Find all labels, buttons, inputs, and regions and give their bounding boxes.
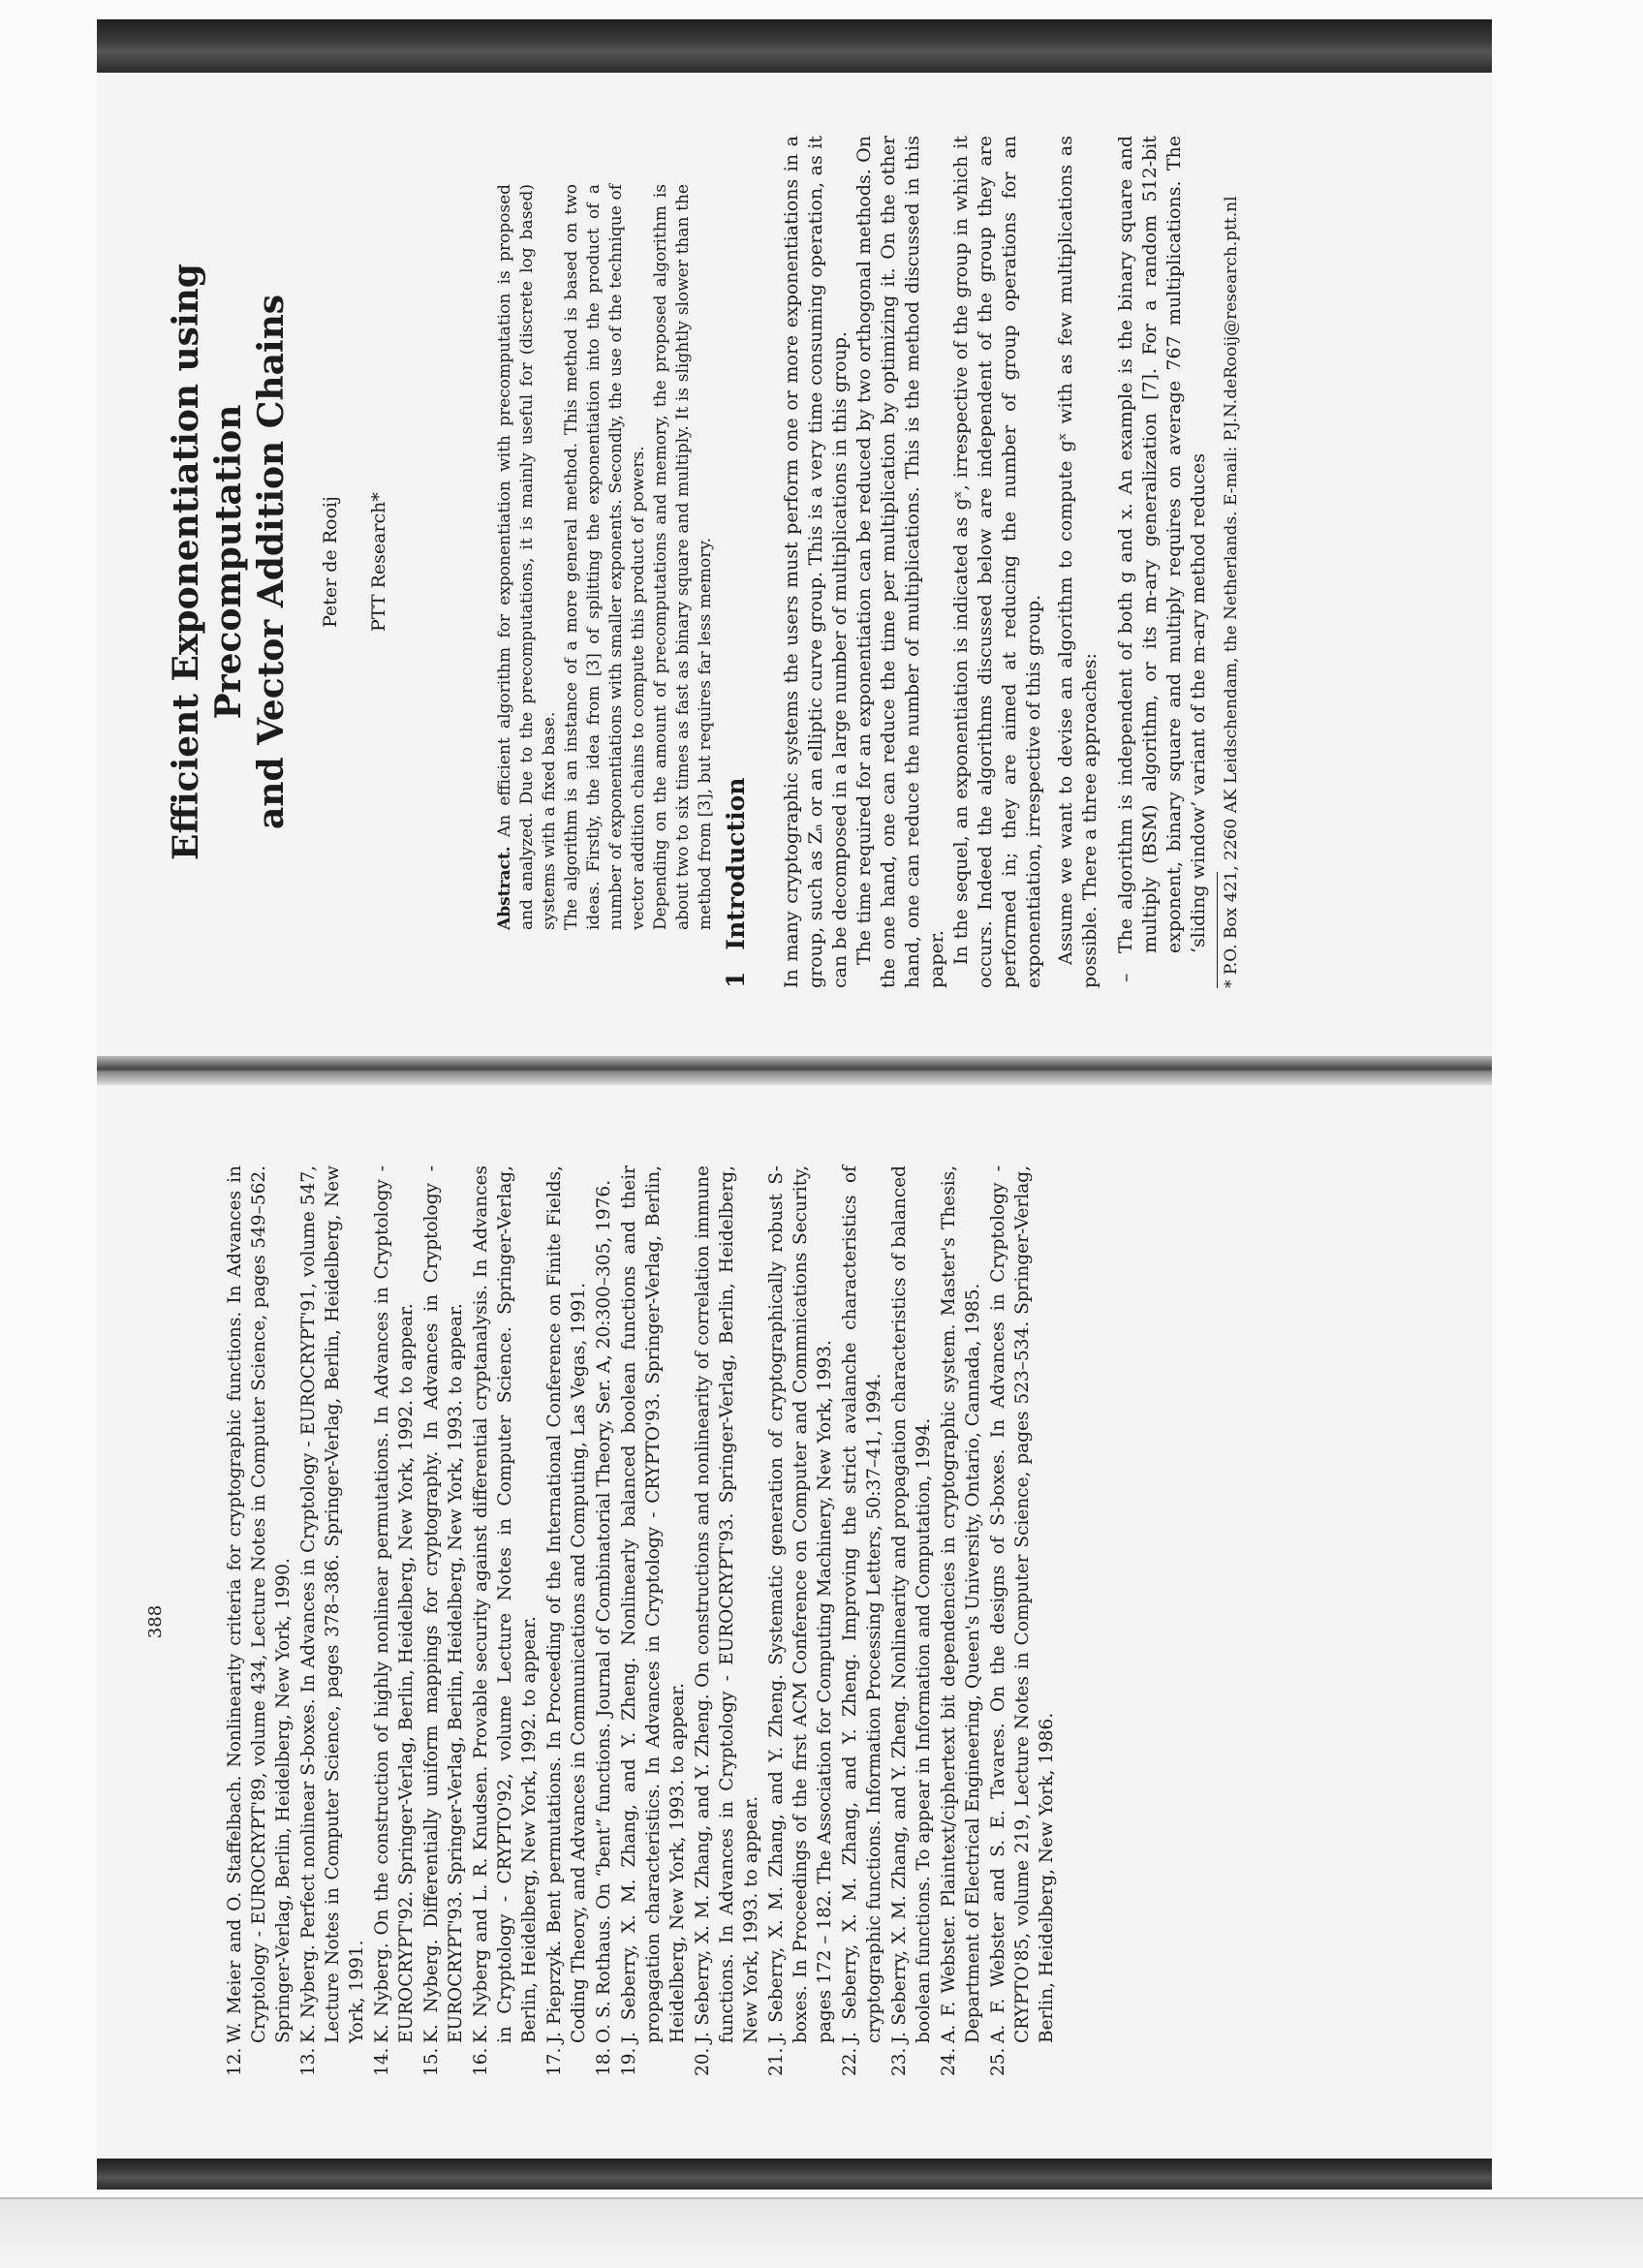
reference-number: 25.	[988, 2047, 1008, 2076]
section-number: 1	[722, 971, 750, 988]
reference-item	[542, 1165, 591, 2076]
reference-item	[370, 1165, 418, 2076]
left-page	[97, 1085, 1492, 2159]
reference-number: 24.	[939, 2047, 959, 2076]
reference-text: J. Seberry, X. M. Zhang, and Y. Zheng. Systematic generation of cryptographically robust S-boxes. In Proceedings of the first ACM Conference on Computer and Commnications Security, pages 172 – 182. The Association for Computing Machinery, New York, 1993.	[766, 1165, 835, 2043]
author-name: Peter de Rooij	[320, 496, 341, 628]
reference-list	[223, 1165, 1060, 2076]
scanner-edge	[0, 2197, 1643, 2268]
reference-text: J. Seberry, X. M. Zhang, and Y. Zheng. Improving the strict avalanche characteristics of cryptographic functions. Information Processing Letters, 50:37–41, 1994.	[840, 1165, 884, 2043]
body-paragraph-4: Assume we want to devise an algorithm to compute gˣ with as few multiplications as possible. There a three approaches:	[1055, 136, 1100, 988]
page-number: 388	[145, 1604, 166, 1639]
section-heading	[722, 757, 750, 988]
abstract-paragraph-1	[494, 184, 561, 930]
reference-text: K. Nyberg. Differentially uniform mappings for cryptography. In Advances in Cryptology - EUROCRYPT'93. Springer-Verlag, Berlin, Heidelberg, New York, 1993. to appear.	[421, 1165, 466, 2043]
reference-number: 18.	[594, 2047, 614, 2076]
reference-number: 16.	[471, 2047, 491, 2076]
reference-text: O. S. Rothaus. On “bent” functions. Journal of Combinatorial Theory, Ser. A, 20:300–305, 1976.	[594, 1179, 614, 2043]
reference-number: 15.	[421, 2047, 442, 2076]
reference-item	[764, 1165, 837, 2076]
reference-number: 14.	[372, 2047, 392, 2076]
reference-item	[592, 1165, 616, 2076]
abstract-text-1: An efficient algorithm for exponentiation with precomputation is proposed and analyzed. Due to the precomputations, it is mainly useful for (discrete log based) systems with a fixed base.	[495, 183, 559, 930]
reference-number: 23.	[889, 2047, 910, 2076]
reference-text: A. F. Webster and S. E. Tavares. On the designs of S-boxes. In Advances in Cryptology - CRYPTO'85, volume 219, Lecture Notes in Computer Science, pages 523–534. Springer-Verlag, Berlin, Heidelberg, New York, 1986.	[988, 1165, 1057, 2043]
abstract-paragraph-2: The algorithm is an instance of a more general method. This method is based on two ideas. Firstly, the idea from [3] of splitting the exponentiation into the product of a number of exponentiations with smaller exponents. Secondly, the use of the technique of vector addition chains to compute this product of powers.	[562, 184, 648, 930]
footnote-rule	[1217, 872, 1218, 988]
reference-text: J. Seberry, X. M. Zhang, and Y. Zheng. Nonlinearity and propagation characteristics of balanced boolean functions. To appear in Information and Computation, 1994.	[889, 1165, 934, 2043]
reference-item	[838, 1165, 886, 2076]
reference-number: 12.	[225, 2047, 245, 2076]
reference-number: 21.	[766, 2047, 787, 2076]
body-paragraph-3: In the sequel, an exponentiation is indicated as gˣ, irrespective of the group in which it occurs. Indeed the algorithms discussed below are independent of the group they are performed in; they are aimed at reducing the number of group operations for an exponentiation, irrespective of this group.	[950, 136, 1044, 988]
bullet-dash: –	[1115, 973, 1136, 982]
reference-text: A. F. Webster. Plaintext/ciphertext bit dependencies in cryptographic system. Master's Thesis, Department of Electrical Engineering, Queen's University, Ontario, Cannada, 1985.	[939, 1165, 983, 2043]
section-title: Introduction	[722, 777, 750, 950]
affiliation: PTT Research*	[368, 492, 389, 632]
reference-item	[691, 1165, 763, 2076]
reference-item	[937, 1165, 985, 2076]
reference-item	[223, 1165, 295, 2076]
reference-text: J. Seberry, X. M. Zhang, and Y. Zheng. Nonlinearly balanced boolean functions and their propagation characteristics. In Advances in Cryptology - CRYPTO'93. Springer-Verlag, Berlin, Heidelberg, New York, 1993. to appear.	[619, 1165, 688, 2043]
reference-item	[617, 1165, 690, 2076]
title-line-2: and Vector Addition Chains	[251, 294, 292, 830]
reference-text: K. Nyberg. Perfect nonlinear S-boxes. In Advances in Cryptology - EUROCRYPT'91, volume 547, Lecture Notes in Computer Science, pages 378–386. Springer-Verlag, Berlin, Heidelberg, New York, 1991.	[298, 1165, 367, 2043]
book-spread	[97, 19, 1492, 2190]
paper-title	[165, 136, 293, 988]
reference-item	[419, 1165, 468, 2076]
reference-item	[469, 1165, 542, 2076]
reference-text: K. Nyberg. On the construction of highly nonlinear permutations. In Advances in Cryptology - EUROCRYPT'92. Springer-Verlag, Berlin, Heidelberg, New York, 1992. to appear.	[372, 1165, 417, 2043]
abstract	[494, 184, 717, 930]
footnote: * P.O. Box 421, 2260 AK Leidschendam, the Netherlands. E-mail: P.J.N.deRooij@research.ptt.nl	[1222, 196, 1241, 988]
book-edge-left	[97, 2159, 1492, 2190]
reference-number: 20.	[693, 2047, 713, 2076]
body-text	[780, 136, 1242, 988]
reference-text: J. Pieprzyk. Bent permutations. In Proceeding of the International Conference on Finite Fields, Coding Theory, and Advances in Communications and Computing, Las Vegas, 1991.	[544, 1165, 589, 2043]
reference-item	[296, 1165, 369, 2076]
bullet-item	[1114, 136, 1211, 988]
reference-number: 13.	[298, 2047, 319, 2076]
right-page	[97, 73, 1492, 1056]
book-edge-right	[97, 19, 1492, 73]
bullet-text: The algorithm is independent of both g and x. An example is the binary square and multiply (BSM) algorithm, or its m-ary generalization [7]. For a random 512-bit exponent, binary square and multiply requires on average 767 multiplications. The ‘sliding window’ variant of the m-ary method reduces	[1115, 136, 1209, 953]
body-paragraph-2: The time required for an exponentiation can be reduced by two orthogonal methods. On the one hand, one can reduce the time per multiplication by optimizing it. On the other hand, one can reduce the number of multiplications. This is the method discussed in this paper.	[853, 136, 947, 988]
reference-number: 17.	[544, 2047, 565, 2076]
reference-item	[986, 1165, 1059, 2076]
book-gutter	[97, 1056, 1492, 1085]
title-line-1: Efficient Exponentiation using Precomputation	[166, 264, 249, 860]
reference-item	[887, 1165, 936, 2076]
reference-text: J. Seberry, X. M. Zhang, and Y. Zheng. On constructions and nonlinearity of correlation immune functions. In Advances in Cryptology - EUROCRYPT'93. Springer-Verlag, Berlin, Heidelberg, New York, 1993. to appear.	[693, 1165, 761, 2043]
reference-number: 22.	[840, 2047, 860, 2076]
abstract-paragraph-3: Depending on the amount of precomputations and memory, the proposed algorithm is about two to six times as fast as binary square and multiply. It is slightly slower than the method from [3], but requires far less memory.	[651, 184, 715, 930]
body-paragraph-1: In many cryptographic systems the users must perform one or more exponentiations in a group, such as Zₙ or an elliptic curve group. This is a very time consuming operation, as it can be decomposed in a large number of multiplications in this group.	[781, 136, 851, 988]
reference-text: K. Nyberg and L. R. Knudsen. Provable security against differential cryptanalysis. In Advances in Cryptology - CRYPTO'92, volume Lecture Notes in Computer Science. Springer-Verlag, Berlin, Heidelberg, New York, 1992. to appear.	[471, 1165, 540, 2043]
abstract-label: Abstract.	[495, 846, 514, 930]
reference-text: W. Meier and O. Staffelbach. Nonlinearity criteria for cryptographic functions. In Advances in Cryptology - EUROCRYPT'89, volume 434, Lecture Notes in Computer Science, pages 549–562. Springer-Verlag, Berlin, Heidelberg, New York, 1990.	[225, 1165, 294, 2043]
reference-number: 19.	[619, 2047, 639, 2076]
